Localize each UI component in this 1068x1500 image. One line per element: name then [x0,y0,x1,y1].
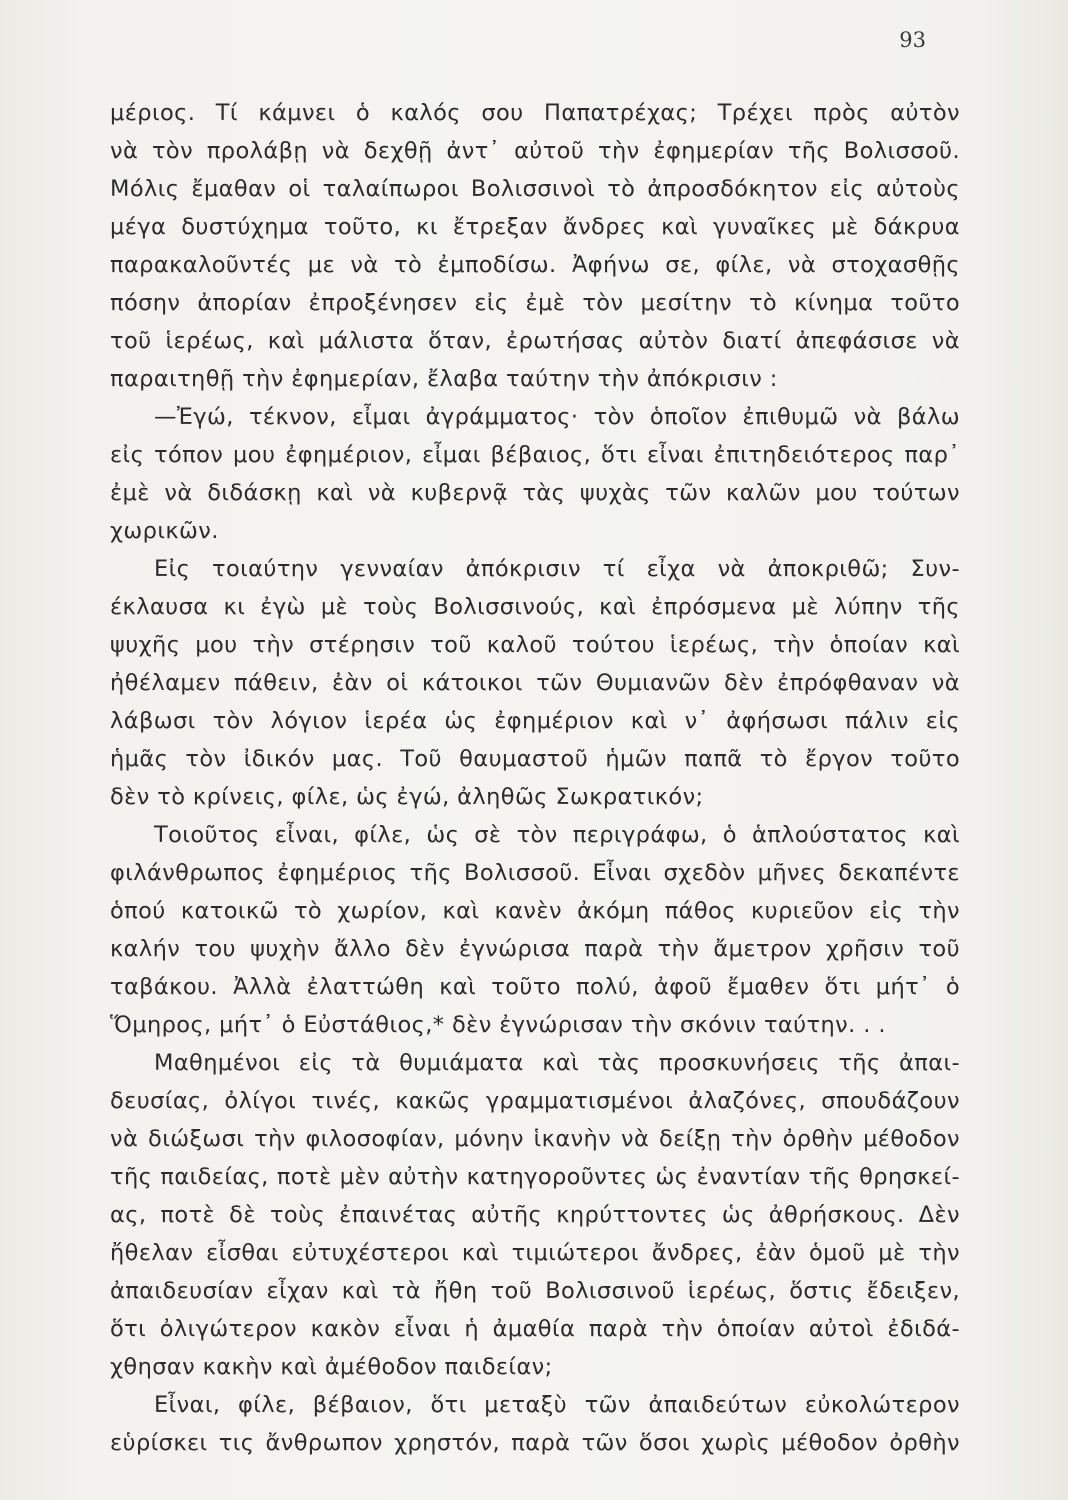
text-line: χωρικῶν. [110,518,219,544]
page-number: 93 [899,28,926,52]
text-line: Μαθημένοι εἰς τὰ θυμιάματα καὶ τὰς προσκυνήσεις τῆς ἀπαι- [154,1050,960,1076]
text-line: Τοιοῦτος εἶναι, φίλε, ὡς σὲ τὸν περιγράφω, ὁ ἁπλούστατος καὶ [154,822,960,848]
text-line: Ὅμηρος, μήτ᾽ ὁ Εὐστάθιος,* δὲν ἐγνώρισαν τὴν σκόνιν ταύτην. . . [110,1012,886,1038]
text-line: δευσίας, ὀλίγοι τινές, κακῶς γραμματισμένοι ἀλαζόνες, σπουδάζουν [110,1088,960,1114]
text-line: φιλάνθρωπος ἐφημέριος τῆς Βολισσοῦ. Εἶναι σχεδὸν μῆνες δεκαπέντε [110,860,960,886]
text-line: τῆς παιδείας, ποτὲ μὲν αὐτὴν κατηγοροῦντες ὡς ἐναντίαν τῆς θρησκεί- [110,1164,960,1190]
text-line: ὅτι ὀλιγώτερον κακὸν εἶναι ἡ ἀμαθία παρὰ τὴν ὁποίαν αὐτοὶ ἐδιδά- [110,1316,960,1342]
text-line: ας, ποτὲ δὲ τοὺς ἐπαινέτας αὐτῆς κηρύττοντες ὡς ἀθρήσκους. Δὲν [110,1202,960,1228]
text-line: ταβάκου. Ἀλλὰ ἐλαττώθη καὶ τοῦτο πολύ, ἀφοῦ ἔμαθεν ὅτι μήτ᾽ ὁ [110,974,960,1000]
text-line: ἠθέλαμεν πάθειν, ἐὰν οἱ κάτοικοι τῶν Θυμιανῶν δὲν ἐπρόφθαναν νὰ [110,670,960,696]
text-line: νὰ τὸν προλάβῃ νὰ δεχθῇ ἀντ᾽ αὐτοῦ τὴν ἐφημερίαν τῆς Βολισσοῦ. [110,138,960,164]
text-line: λάβωσι τὸν λόγιον ἱερέα ὡς ἐφημέριον καὶ ν᾽ ἀφήσωσι πάλιν εἰς [110,708,960,734]
text-line: τοῦ ἱερέως, καὶ μάλιστα ὅταν, ἐρωτήσας αὐτὸν διατί ἀπεφάσισε νὰ [110,328,960,354]
body-text [110,94,960,1462]
text-line: Εἰς τοιαύτην γενναίαν ἀπόκρισιν τί εἶχα νὰ ἀποκριθῶ; Συν- [154,556,960,582]
text-line: καλήν του ψυχὴν ἄλλο δὲν ἐγνώρισα παρὰ τὴν ἄμετρον χρῆσιν τοῦ [110,936,960,962]
text-line: Μόλις ἔμαθαν οἱ ταλαίπωροι Βολισσινοὶ τὸ ἀπροσδόκητον εἰς αὐτοὺς [110,176,960,202]
text-line: χθησαν κακὴν καὶ ἀμέθοδον παιδείαν; [110,1354,553,1380]
text-line: πόσην ἀπορίαν ἐπροξένησεν εἰς ἐμὲ τὸν μεσίτην τὸ κίνημα τοῦτο [110,290,960,316]
text-line: παρακαλοῦντές με νὰ τὸ ἐμποδίσω. Ἀφήνω σε, φίλε, νὰ στοχασθῇς [110,252,960,278]
text-line: εὑρίσκει τις ἄνθρωπον χρηστόν, παρὰ τῶν ὅσοι χωρὶς μέθοδον ὀρθὴν [110,1430,960,1456]
text-line: ἡμᾶς τὸν ἰδικόν μας. Τοῦ θαυμαστοῦ ἡμῶν παπᾶ τὸ ἔργον τοῦτο [110,746,960,772]
text-line: νὰ διώξωσι τὴν φιλοσοφίαν, μόνην ἱκανὴν νὰ δείξῃ τὴν ὀρθὴν μέθοδον [110,1126,960,1152]
text-line: εἰς τόπον μου ἐφημέριον, εἶμαι βέβαιος, ὅτι εἶναι ἐπιτηδειότερος παρ᾽ [110,442,960,468]
text-line: —Ἐγώ, τέκνον, εἶμαι ἀγράμματος· τὸν ὁποῖον ἐπιθυμῶ νὰ βάλω [154,404,960,430]
text-line: ἤθελαν εἶσθαι εὐτυχέστεροι καὶ τιμιώτεροι ἄνδρες, ἐὰν ὁμοῦ μὲ τὴν [110,1240,960,1266]
text-line: ἐμὲ νὰ διδάσκῃ καὶ νὰ κυβερνᾷ τὰς ψυχὰς τῶν καλῶν μου τούτων [110,480,960,506]
text-line: ὁπού κατοικῶ τὸ χωρίον, καὶ κανὲν ἀκόμη πάθος κυριεῦον εἰς τὴν [110,898,960,924]
text-line: μέριος. Τί κάμνει ὁ καλός σου Παπατρέχας; Τρέχει πρὸς αὐτὸν [110,100,960,126]
text-line: Εἶναι, φίλε, βέβαιον, ὅτι μεταξὺ τῶν ἀπαιδεύτων εὐκολώτερον [154,1392,960,1418]
text-line: ἀπαιδευσίαν εἶχαν καὶ τὰ ἤθη τοῦ Βολισσινοῦ ἱερέως, ὅστις ἔδειξεν, [110,1278,960,1304]
text-line: παραιτηθῇ τὴν ἐφημερίαν, ἔλαβα ταύτην τὴν ἀπόκρισιν : [110,366,778,392]
text-line: έκλαυσα κι ἐγὼ μὲ τοὺς Βολισσινούς, καὶ ἐπρόσμενα μὲ λύπην τῆς [110,594,960,620]
text-line: ψυχῆς μου τὴν στέρησιν τοῦ καλοῦ τούτου ἱερέως, τὴν ὁποίαν καὶ [110,632,960,658]
text-line: δὲν τὸ κρίνεις, φίλε, ὡς ἐγώ, ἀληθῶς Σωκρατικόν; [110,784,704,810]
text-line: μέγα δυστύχημα τοῦτο, κι ἔτρεξαν ἄνδρες καὶ γυναῖκες μὲ δάκρυα [110,214,960,240]
